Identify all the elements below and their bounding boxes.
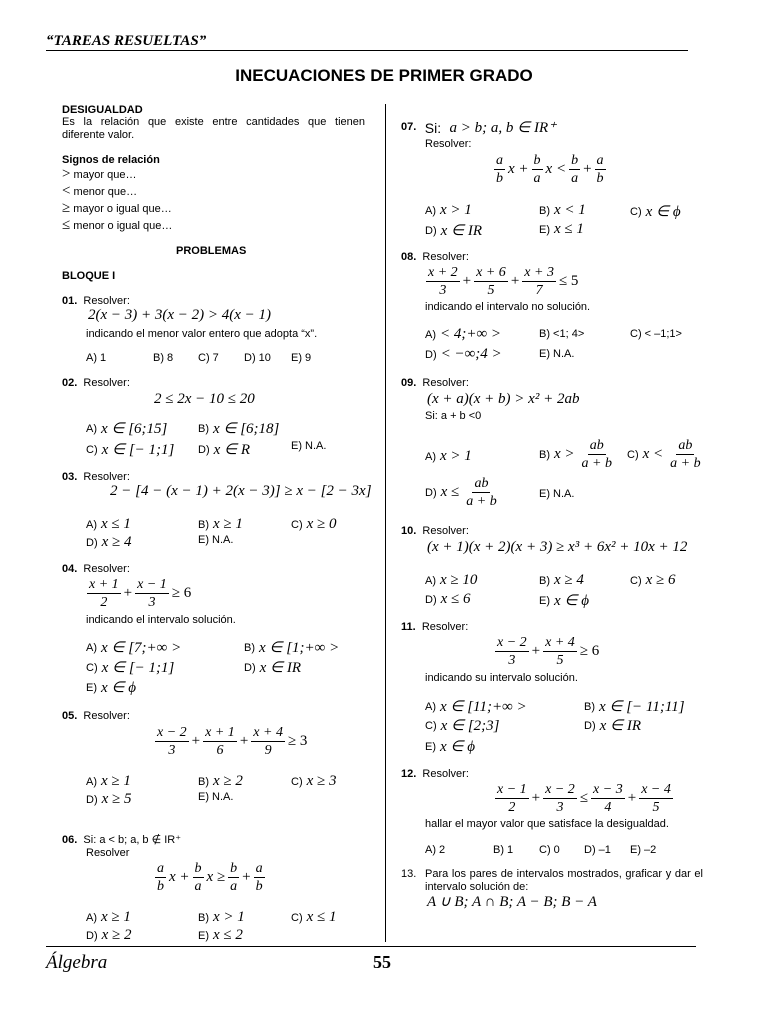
answer-option: D) x ≤ 6 [425, 591, 471, 607]
answer-option: B) x ∈ [− 11;11] [584, 699, 685, 715]
answer-option: A) x > 1 [425, 202, 472, 218]
problem-08-note: indicando el intervalo no solución. [425, 301, 591, 313]
fraction: $\frac{x - 2}{3}$ [545, 782, 575, 815]
fraction: $\frac{a}{b}$ [157, 861, 164, 894]
problem-09-condition: Si: a + b <0 [425, 410, 482, 422]
fraction: $\frac{x + 1}{6}$ [205, 725, 235, 758]
section-heading-desigualdad: DESIGUALDAD [62, 104, 143, 116]
answer-option: E) x ∈ ϕ [425, 739, 475, 755]
fraction: $\frac{x + 2}{3}$ [428, 265, 458, 298]
answer-option: A) x ≥ 1 [86, 909, 131, 925]
page-number: 55 [373, 952, 391, 972]
answer-option: B) 8 [153, 352, 174, 364]
signs-heading: Signos de relación [62, 154, 160, 166]
sign-item: ≥ mayor o igual que… [62, 200, 172, 216]
fraction: $\frac{ab}{a + b}$ [670, 438, 701, 471]
answer-option: B) <1; 4> [539, 328, 585, 340]
problem-07: 07. Si: a > b; a, b ∈ IR⁺ [401, 119, 557, 136]
sign-item: > mayor que… [62, 166, 137, 182]
problem-02-expression: 2 ≤ 2x − 10 ≤ 20 [154, 391, 255, 407]
problem-07-expression: $\frac{a}{b}$ x + $\frac{b}{a}$ x < $\frac{b}{a}$ + $\frac{a}{b}$ [496, 153, 604, 186]
problem-07-label: Resolver: [425, 138, 472, 150]
fraction: $\frac{x + 6}{5}$ [476, 265, 506, 298]
problem-08: 08. Resolver: [401, 251, 469, 263]
answer-option: A) x ≤ 1 [86, 516, 131, 532]
fraction: $\frac{ab}{a + b}$ [466, 476, 497, 509]
fraction: $\frac{x - 2}{3}$ [157, 725, 187, 758]
fraction: $\frac{a}{b}$ [496, 153, 503, 186]
fraction: $\frac{a}{b}$ [596, 153, 604, 186]
problem-03-expression: 2 − [4 − (x − 1) + 2(x − 3)] ≥ x − [2 − 3x] [110, 483, 372, 499]
problem-11: 11. Resolver: [401, 621, 469, 633]
answer-option: C) 7 [198, 352, 219, 364]
answer-option: A) < 4;+∞ > [425, 326, 502, 342]
answer-option: B) x > $\frac{ab}{a + b}$ [539, 438, 612, 471]
answer-option: D) x ≥ 2 [86, 927, 132, 943]
answer-option: B) x < 1 [539, 202, 586, 218]
problem-13-number: 13. [401, 868, 417, 880]
answer-option: B) x > 1 [198, 909, 245, 925]
problem-13-text: Para los pares de intervalos mostrados, graficar y dar el intervalo solución de: [425, 868, 703, 893]
answer-option: B) x ≥ 2 [198, 773, 243, 789]
fraction: $\frac{a}{b}$ [255, 861, 263, 894]
fraction: $\frac{x - 3}{4}$ [593, 782, 623, 815]
problem-10-expression: (x + 1)(x + 2)(x + 3) ≥ x³ + 6x² + 10x + 12 [427, 539, 688, 555]
fraction: $\frac{x - 2}{3}$ [497, 635, 527, 668]
answer-option: B) x ∈ [1;+∞ > [244, 640, 340, 656]
answer-option: B) 1 [493, 844, 514, 856]
block-heading: BLOQUE I [62, 270, 116, 282]
answer-option: E) x ∈ ϕ [86, 680, 136, 696]
answer-option: D) x ≥ 4 [86, 534, 132, 550]
answer-option: B) x ≥ 1 [198, 516, 243, 532]
column-divider [385, 104, 386, 942]
problem-01-expression: 2(x − 3) + 3(x − 2) > 4(x − 1) [88, 307, 272, 323]
problem-06-label: Resolver [86, 847, 130, 859]
problem-04-expression: $\frac{x + 1}{2}$ + $\frac{x - 1}{3}$ ≥ 6 [89, 577, 192, 610]
answer-option: D) x ∈ IR [584, 718, 641, 734]
answer-option: C) x ≥ 3 [291, 773, 337, 789]
fraction: $\frac{x + 4}{9}$ [253, 725, 283, 758]
answer-option: E) 9 [291, 352, 312, 364]
answer-option: D) 10 [244, 352, 271, 364]
fraction: $\frac{x - 1}{2}$ [497, 782, 527, 815]
problem-06: 06. Si: a < b; a, b ∉ IR⁺ [62, 834, 182, 846]
problem-12-expression: $\frac{x - 1}{2}$ + $\frac{x - 2}{3}$ ≤ $\frac{x - 3}{4}$ + $\frac{x - 4}{5}$ [497, 782, 671, 815]
problem-04: 04. Resolver: [62, 563, 130, 575]
problem-02: 02. Resolver: [62, 377, 130, 389]
answer-option: A) 1 [86, 352, 107, 364]
fraction: $\frac{b}{a}$ [194, 861, 202, 894]
answer-option: D) < −∞;4 > [425, 346, 502, 362]
answer-option: E) N.A. [539, 348, 575, 360]
answer-option: A) x ≥ 1 [86, 773, 131, 789]
problem-09: 09. Resolver: [401, 377, 469, 389]
answer-option: C) 0 [539, 844, 560, 856]
answer-option: E) N.A. [291, 440, 327, 452]
answer-option: D) x ∈ IR [244, 660, 301, 676]
answer-option: A) x ∈ [7;+∞ > [86, 640, 182, 656]
answer-option: C) x ∈ [2;3] [425, 718, 500, 734]
problem-01-note: indicando el menor valor entero que adopta “x”. [86, 328, 318, 340]
problem-10: 10. Resolver: [401, 525, 469, 537]
answer-option: E) x ≤ 1 [539, 221, 584, 237]
answer-option: E) N.A. [539, 488, 575, 500]
header-rule [46, 50, 688, 51]
answer-option: D) x ∈ R [198, 442, 250, 458]
problem-05-expression: $\frac{x - 2}{3}$ + $\frac{x + 1}{6}$ + $\frac{x + 4}{9}$ ≥ 3 [157, 725, 308, 758]
footer-subject: Álgebra [46, 952, 108, 973]
answer-option: C) x ≥ 6 [630, 572, 676, 588]
answer-option: E) x ≤ 2 [198, 927, 243, 943]
answer-option: A) 2 [425, 844, 446, 856]
answer-option: D) x ≤ $\frac{ab}{a + b}$ [425, 476, 497, 509]
fraction: $\frac{x - 4}{5}$ [641, 782, 671, 815]
fraction: $\frac{b}{a}$ [230, 861, 238, 894]
problem-08-expression: $\frac{x + 2}{3}$ + $\frac{x + 6}{5}$ + $\frac{x + 3}{7}$ ≤ 5 [428, 265, 579, 298]
problem-06-expression: $\frac{a}{b}$ x + $\frac{b}{a}$ x ≥ $\frac{b}{a}$ + $\frac{a}{b}$ [157, 861, 263, 894]
answer-option: C) x < $\frac{ab}{a + b}$ [627, 438, 701, 471]
sign-item: < menor que… [62, 183, 138, 199]
problem-05: 05. Resolver: [62, 710, 130, 722]
problem-04-note: indicando el intervalo solución. [86, 614, 236, 626]
fraction: $\frac{x - 1}{3}$ [137, 577, 167, 610]
problem-01: 01. Resolver: [62, 295, 130, 307]
footer-rule [46, 946, 696, 947]
problem-03: 03. Resolver: [62, 471, 130, 483]
answer-option: E) x ∈ ϕ [539, 593, 589, 609]
answer-option: C) x ≥ 0 [291, 516, 337, 532]
answer-option: C) x ∈ [− 1;1] [86, 442, 175, 458]
answer-option: E) N.A. [198, 791, 234, 803]
answer-option: C) < –1;1> [630, 328, 682, 340]
problem-13-expression: A ∪ B; A ∩ B; A − B; B − A [427, 894, 597, 910]
answer-option: D) –1 [584, 844, 611, 856]
answer-option: B) x ≥ 4 [539, 572, 584, 588]
answer-option: A) x > 1 [425, 448, 472, 464]
page-title: INECUACIONES DE PRIMER GRADO [235, 66, 533, 85]
answer-option: C) x ∈ [− 1;1] [86, 660, 175, 676]
fraction: $\frac{b}{a}$ [571, 153, 579, 186]
answer-option: D) x ≥ 5 [86, 791, 132, 807]
answer-option: A) x ∈ [6;15] [86, 421, 168, 437]
problem-11-expression: $\frac{x - 2}{3}$ + $\frac{x + 4}{5}$ ≥ 6 [497, 635, 600, 668]
fraction: $\frac{x + 4}{5}$ [545, 635, 575, 668]
problem-11-note: indicando su intervalo solución. [425, 672, 578, 684]
answer-option: E) –2 [630, 844, 657, 856]
fraction: $\frac{x + 3}{7}$ [524, 265, 554, 298]
answer-option: D) x ∈ IR [425, 223, 482, 239]
problem-09-expression: (x + a)(x + b) > x² + 2ab [427, 391, 580, 407]
answer-option: A) x ≥ 10 [425, 572, 478, 588]
answer-option: A) x ∈ [11;+∞ > [425, 699, 527, 715]
running-header: “TAREAS RESUELTAS” [46, 33, 207, 49]
fraction: $\frac{b}{a}$ [533, 153, 541, 186]
answer-option: E) N.A. [198, 534, 234, 546]
problem-12-note: hallar el mayor valor que satisface la desigualdad. [425, 818, 669, 830]
answer-option: C) x ∈ ϕ [630, 204, 681, 220]
problem-12: 12. Resolver: [401, 768, 469, 780]
sign-item: ≤ menor o igual que… [62, 217, 173, 233]
definition-text: Es la relación que existe entre cantidades que tienen diferente valor. [62, 116, 365, 141]
problems-heading: PROBLEMAS [176, 245, 247, 257]
answer-option: C) x ≤ 1 [291, 909, 337, 925]
signs-list [62, 168, 172, 236]
fraction: $\frac{ab}{a + b}$ [581, 438, 612, 471]
fraction: $\frac{x + 1}{2}$ [89, 577, 119, 610]
answer-option: B) x ∈ [6;18] [198, 421, 280, 437]
